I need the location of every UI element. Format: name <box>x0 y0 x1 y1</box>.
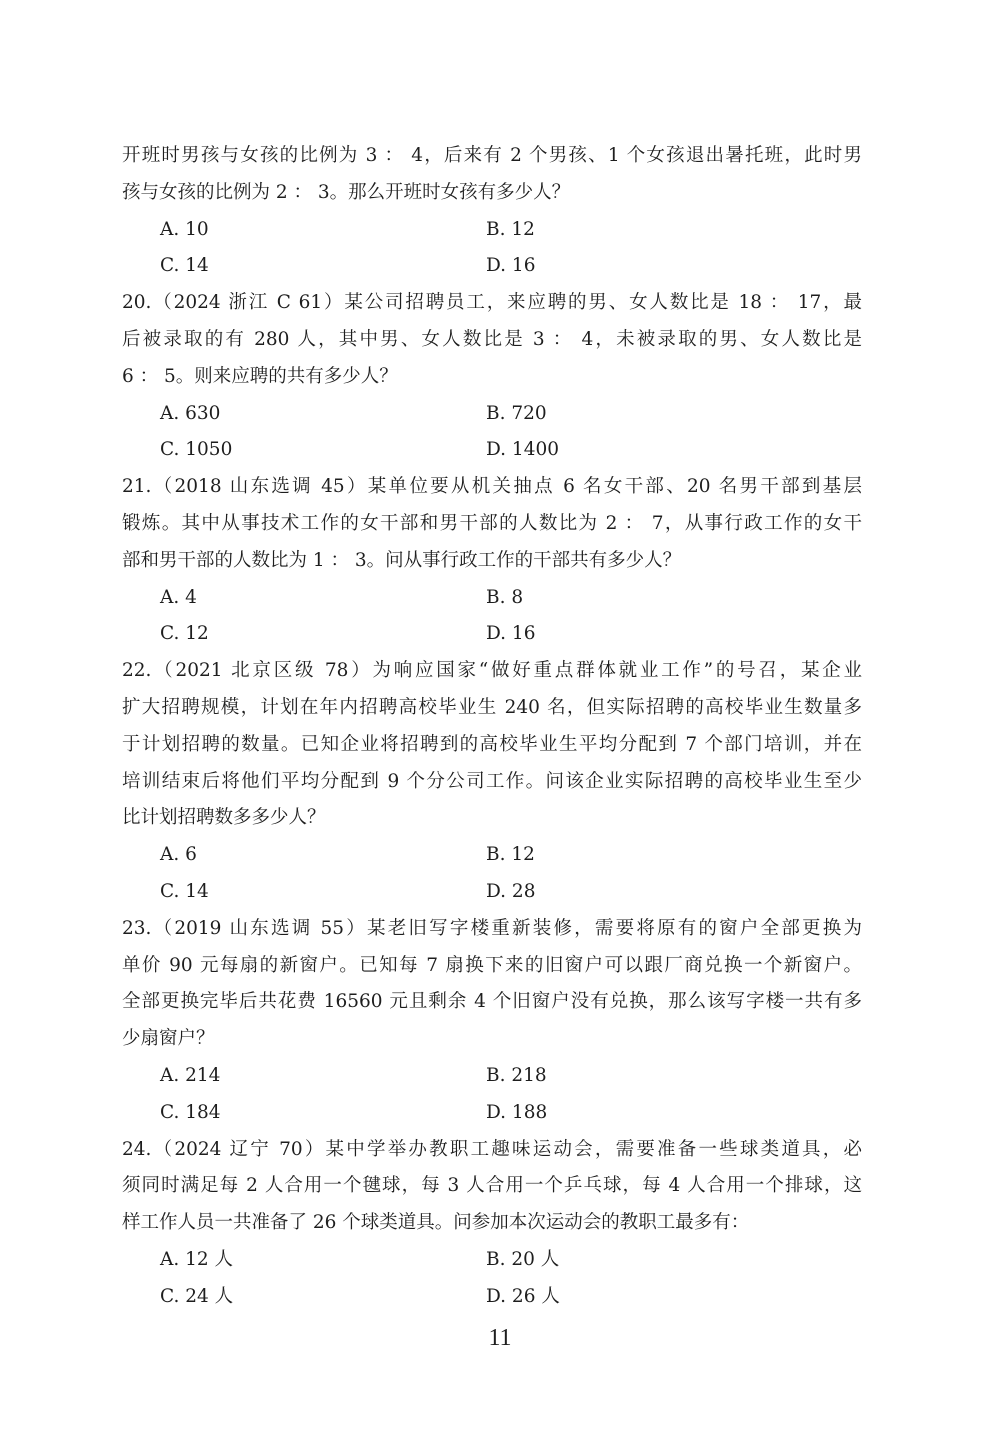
question-text-line: 开班时男孩与女孩的比例为 3 ： 4，后来有 2 个男孩、1 个女孩退出暑托班，此时男 <box>122 145 862 166</box>
question-20 <box>122 285 862 469</box>
question-text-line: 少扇窗户？ <box>122 1028 215 1050</box>
question-text-line: 于计划招聘的数量。已知企业将招聘到的高校毕业生平均分配到 7 个部门培训，并在 <box>122 733 862 755</box>
option-a: A. 4 <box>160 586 197 608</box>
question-text-line: 比计划招聘数多多少人？ <box>122 807 326 829</box>
page-number: 11 <box>488 1325 512 1351</box>
option-d: D. 26 人 <box>486 1285 560 1307</box>
question-text-line: 扩大招聘规模，计划在年内招聘高校毕业生 240 名，但实际招聘的高校毕业生数量多 <box>122 696 862 718</box>
question-list <box>122 138 862 1316</box>
option-row <box>122 248 862 285</box>
question-23 <box>122 911 862 1132</box>
option-a: A. 10 <box>160 218 209 240</box>
option-d: D. 1400 <box>486 439 560 461</box>
option-b: B. 218 <box>486 1064 547 1086</box>
question-text-line: 22.（2021 北京区级 78）为响应国家“做好重点群体就业工作”的号召，某企业 <box>122 660 862 682</box>
question-text-line: 孩与女孩的比例为 2 ： 3。那么开班时女孩有多少人？ <box>122 181 571 203</box>
question-text-line: 样工作人员一共准备了 26 个球类道具。问参加本次运动会的教职工最多有： <box>122 1212 750 1234</box>
question-text-line: 23.（2019 山东选调 55）某老旧写字楼重新装修，需要将原有的窗户全部更换为 <box>122 917 862 939</box>
option-row <box>122 616 862 653</box>
question-text-line: 20.（2024 浙江 C 61）某公司招聘员工，来应聘的男、女人数比是 18 ： 17，最 <box>122 292 862 314</box>
option-d: D. 16 <box>486 255 536 277</box>
option-b: B. 720 <box>486 402 547 424</box>
option-row <box>122 1242 862 1279</box>
option-b: B. 12 <box>486 218 535 240</box>
option-a: A. 12 人 <box>160 1248 234 1270</box>
option-row <box>122 1058 862 1095</box>
option-row <box>122 1279 862 1316</box>
option-d: D. 28 <box>486 880 536 902</box>
question-text-line: 须同时满足每 2 人合用一个毽球，每 3 人合用一个乒乓球，每 4 人合用一个排球，这 <box>122 1175 862 1197</box>
option-c: C. 24 人 <box>160 1285 234 1307</box>
option-row <box>122 1095 862 1132</box>
question-22 <box>122 653 862 911</box>
option-row <box>122 874 862 911</box>
question-text-line: 单价 90 元每扇的新窗户。已知每 7 扇换下来的旧窗户可以跟厂商兑换一个新窗户。 <box>122 954 862 976</box>
question-text-line: 21.（2018 山东选调 45）某单位要从机关抽点 6 名女干部、20 名男干部到基层 <box>122 476 862 498</box>
question-text-line: 24.（2024 辽宁 70）某中学举办教职工趣味运动会，需要准备一些球类道具，必 <box>122 1138 862 1160</box>
question-24 <box>122 1132 862 1316</box>
option-a: A. 214 <box>160 1064 221 1086</box>
question-text-line: 6 ： 5。则来应聘的共有多少人？ <box>122 365 398 387</box>
option-row <box>122 837 862 874</box>
option-a: A. 630 <box>160 402 221 424</box>
option-row <box>122 396 862 433</box>
option-c: C. 12 <box>160 623 209 645</box>
question-text-line: 培训结束后将他们平均分配到 9 个分公司工作。问该企业实际招聘的高校毕业生至少 <box>122 770 862 792</box>
option-b: B. 20 人 <box>486 1248 560 1270</box>
question-text-line: 部和男干部的人数比为 1 ： 3。问从事行政工作的干部共有多少人？ <box>122 549 682 571</box>
question-19-continuation <box>122 138 862 285</box>
question-text-line: 后被录取的有 280 人，其中男、女人数比是 3 ： 4，未被录取的男、女人数比是 <box>122 328 862 350</box>
question-text-line: 全部更换完毕后共花费 16560 元且剩余 4 个旧窗户没有兑换，那么该写字楼一共有多 <box>122 991 862 1013</box>
option-c: C. 184 <box>160 1101 221 1123</box>
option-c: C. 14 <box>160 880 209 902</box>
option-b: B. 12 <box>486 844 535 866</box>
option-d: D. 188 <box>486 1101 548 1123</box>
question-21 <box>122 469 862 653</box>
option-row <box>122 580 862 617</box>
option-row <box>122 212 862 249</box>
option-c: C. 14 <box>160 255 209 277</box>
option-a: A. 6 <box>160 844 197 866</box>
option-row <box>122 432 862 469</box>
question-text-line: 锻炼。其中从事技术工作的女干部和男干部的人数比为 2 ： 7，从事行政工作的女干 <box>122 512 862 534</box>
option-d: D. 16 <box>486 623 536 645</box>
option-c: C. 1050 <box>160 439 233 461</box>
option-b: B. 8 <box>486 586 524 608</box>
